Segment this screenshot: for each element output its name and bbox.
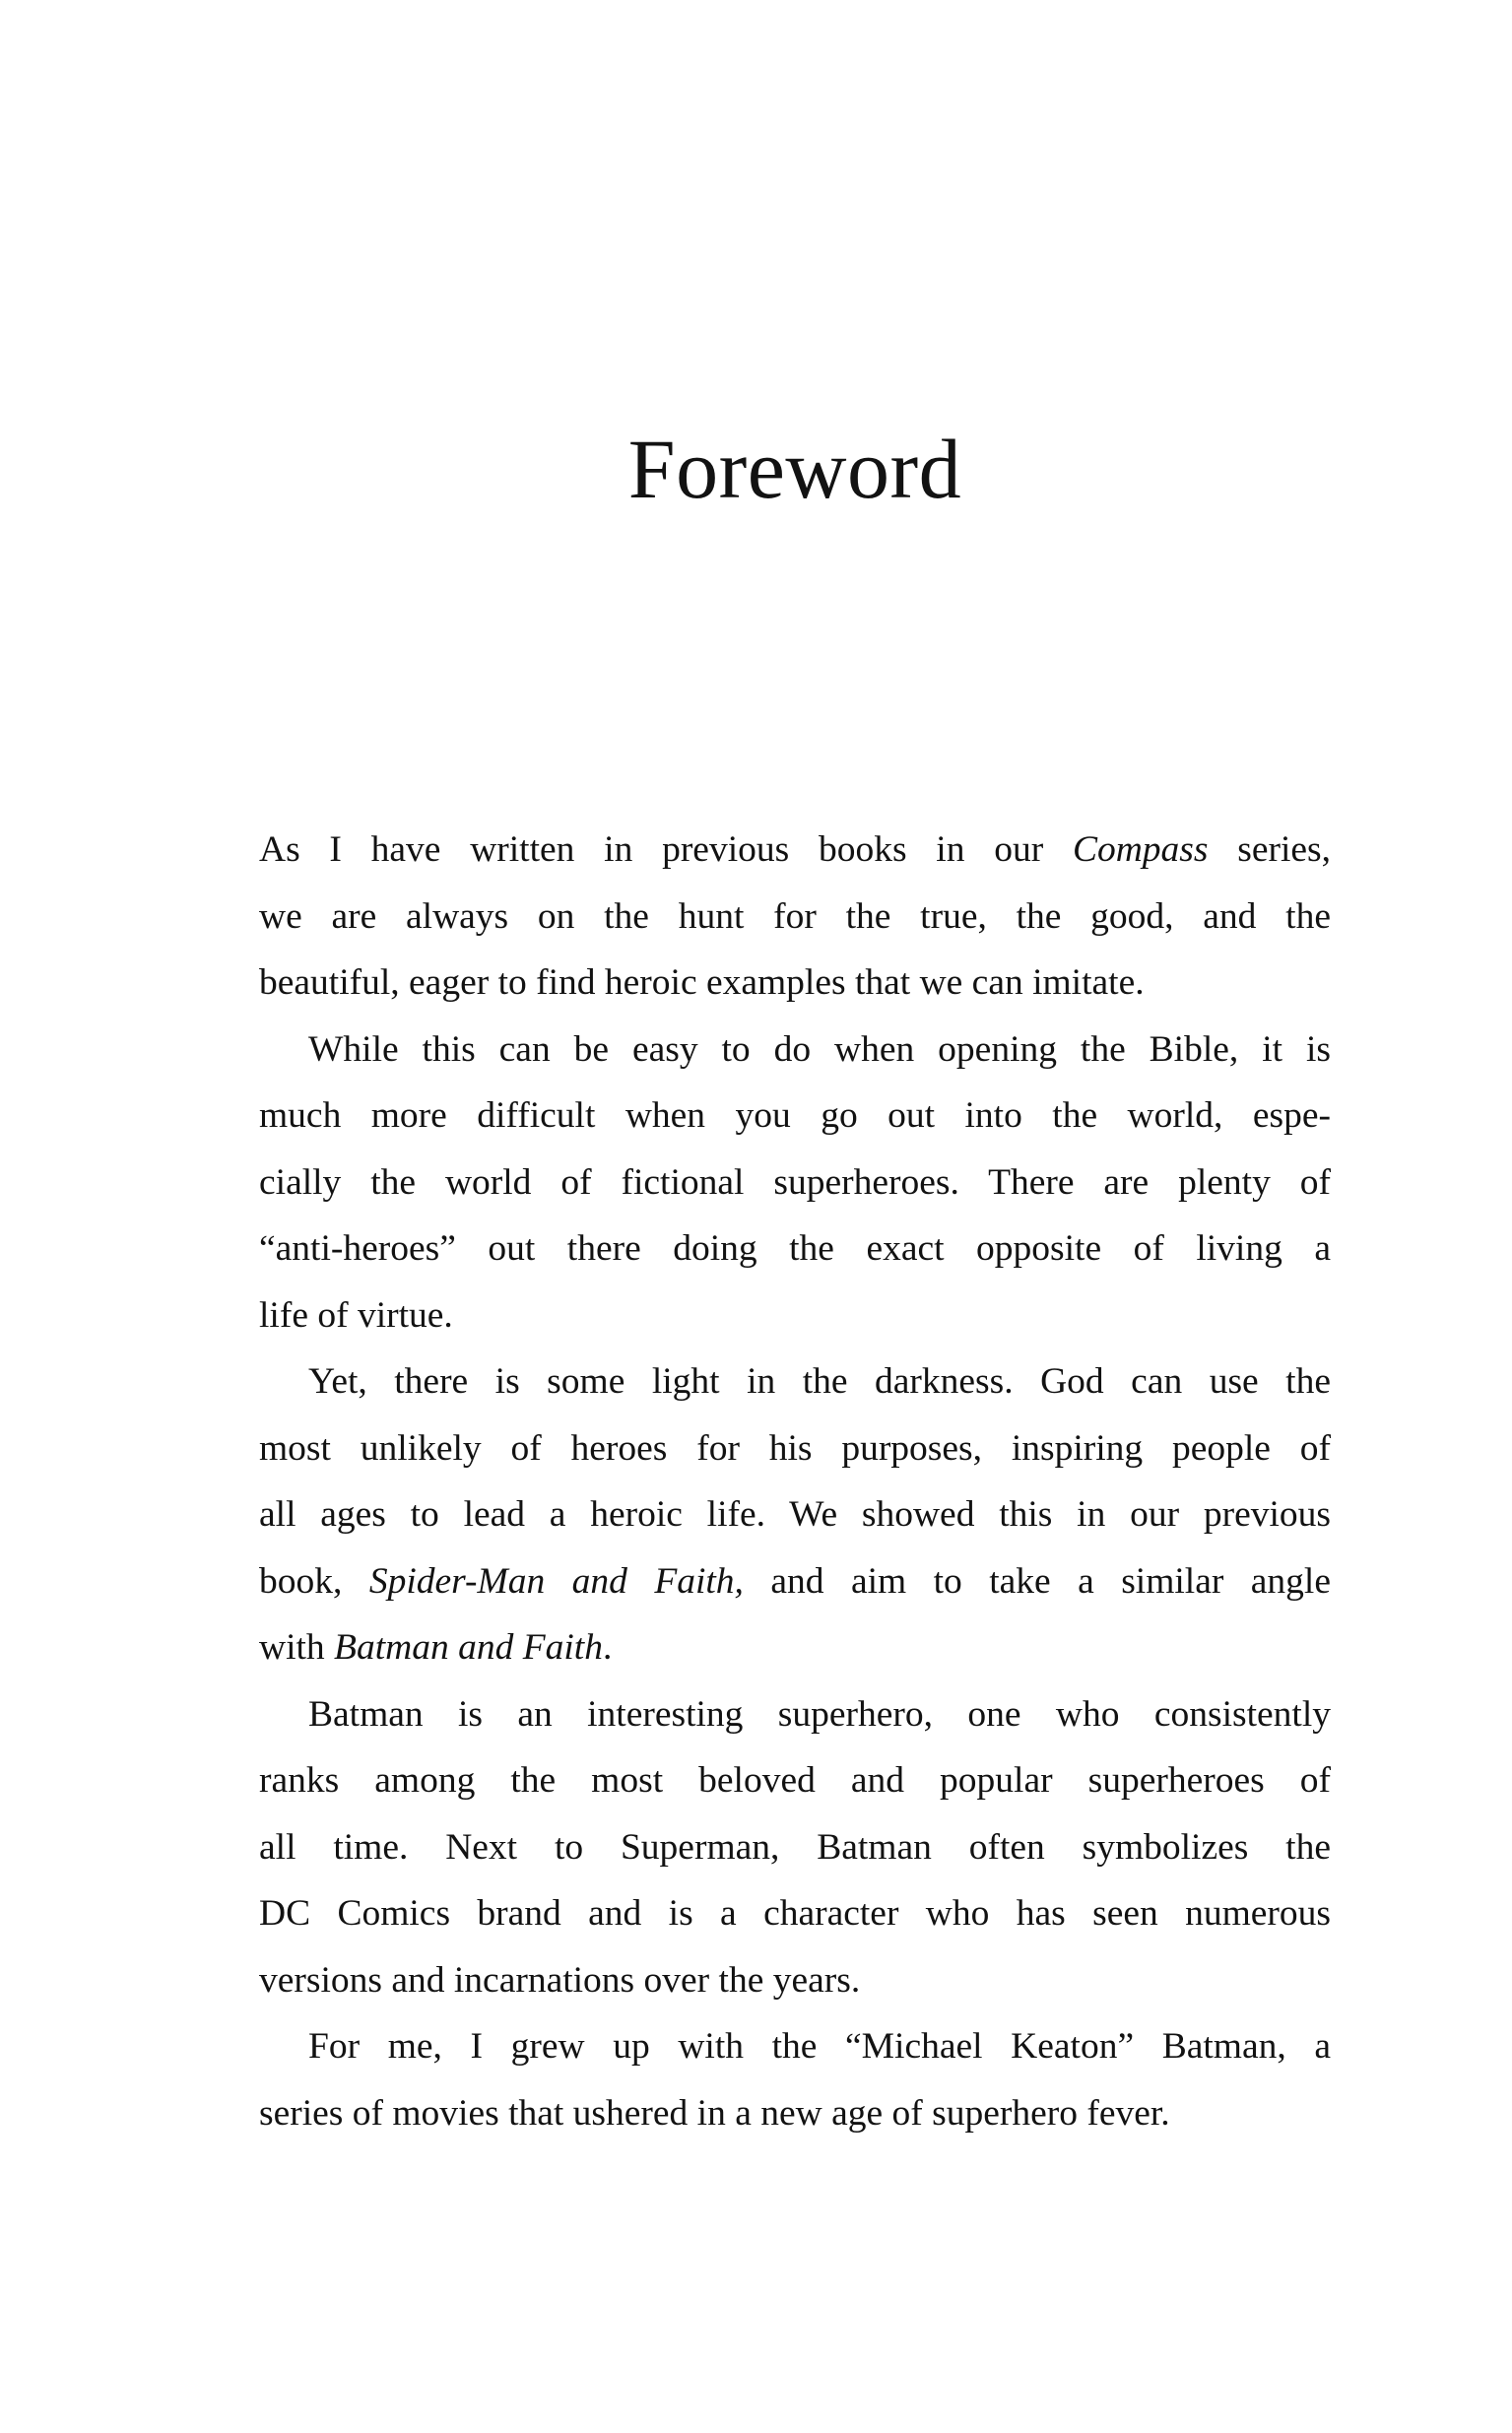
- text-line: [259, 1614, 1331, 1681]
- text-line: [259, 1216, 1331, 1282]
- text-segment: As I have written in previous books in our: [259, 829, 1073, 870]
- italic-text: Compass: [1072, 829, 1209, 870]
- text-segment: all time. Next to Superman, Batman often symbolizes the: [259, 1826, 1331, 1868]
- text-segment: all ages to lead a heroic life. We showed this in our previous: [259, 1494, 1331, 1535]
- text-segment: beautiful, eager to find heroic examples that we can imitate.: [259, 962, 1145, 1003]
- text-segment: ranks among the most beloved and popular superheroes of: [259, 1760, 1331, 1801]
- text-segment: “anti-heroes” out there doing the exact opposite of living a: [259, 1228, 1331, 1269]
- text-segment: .: [602, 1627, 613, 1668]
- chapter-title: Foreword: [627, 422, 962, 516]
- text-line: [259, 1880, 1331, 1947]
- body-text: [259, 817, 1331, 2146]
- italic-text: Batman and Faith: [334, 1627, 603, 1668]
- text-line: [259, 817, 1331, 884]
- text-segment: Yet, there is some light in the darkness. God can use the: [308, 1361, 1331, 1402]
- text-segment: While this can be easy to do when opening the Bible, it is: [308, 1028, 1331, 1070]
- text-line: [259, 1017, 1331, 1084]
- text-segment: with: [259, 1627, 335, 1668]
- text-segment: DC Comics brand and is a character who has seen numerous: [259, 1893, 1331, 1934]
- text-line: [259, 1947, 1331, 2014]
- text-line: [259, 1348, 1331, 1415]
- text-segment: we are always on the hunt for the true, the good, and the: [259, 895, 1331, 937]
- text-line: [259, 2013, 1331, 2080]
- text-line: [259, 2080, 1331, 2147]
- text-line: [259, 1747, 1331, 1814]
- paragraph: [259, 1348, 1331, 1681]
- paragraph: [259, 817, 1331, 1017]
- text-segment: series of movies that ushered in a new age of superhero fever.: [259, 2092, 1170, 2134]
- text-segment: For me, I grew up with the “Michael Keaton” Batman, a: [308, 2026, 1331, 2067]
- text-segment: series,: [1208, 829, 1332, 870]
- text-line: [259, 1282, 1331, 1349]
- text-segment: Batman is an interesting superhero, one who consistently: [308, 1693, 1331, 1735]
- paragraph: [259, 1681, 1331, 2014]
- text-line: [259, 1681, 1331, 1748]
- text-line: [259, 1548, 1331, 1615]
- text-segment: versions and incarnations over the years.: [259, 1959, 861, 2001]
- text-segment: cially the world of fictional superheroes. There are plenty of: [259, 1161, 1331, 1203]
- paragraph: [259, 2013, 1331, 2146]
- text-line: [259, 1150, 1331, 1216]
- page-content: [259, 0, 1331, 2146]
- text-line: [259, 1481, 1331, 1548]
- text-segment: and aim to take a similar angle: [743, 1560, 1331, 1602]
- italic-text: Spider-Man and Faith,: [368, 1560, 744, 1602]
- text-segment: most unlikely of heroes for his purposes, inspiring people of: [259, 1427, 1331, 1469]
- paragraph: [259, 1017, 1331, 1349]
- text-segment: life of virtue.: [259, 1294, 453, 1336]
- text-segment: book,: [259, 1560, 369, 1602]
- text-line: [259, 1814, 1331, 1881]
- text-line: [259, 884, 1331, 951]
- text-line: [259, 1083, 1331, 1150]
- text-line: [259, 1415, 1331, 1482]
- text-line: [259, 950, 1331, 1017]
- text-segment: much more difficult when you go out into the world, espe-: [259, 1095, 1331, 1136]
